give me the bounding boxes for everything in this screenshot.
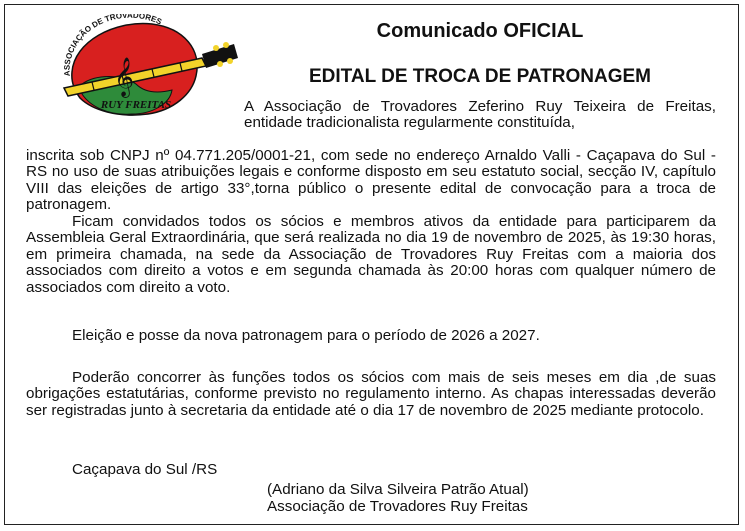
signature-name: (Adriano da Silva Silveira Patrão Atual) — [267, 481, 529, 498]
logo-name-text: RUY FREITAS — [100, 99, 172, 111]
association-logo — [52, 14, 242, 122]
paragraph-3: Eleição e posse da nova patronagem para o período de 2026 a 2027. — [72, 327, 540, 344]
paragraph-4: Poderão concorrer às funções todos os sócios com mais de seis meses em dia ,de suas obrigações estatutárias, conforme previsto no regulamento interno. As chapas interessadas deverão ser registradas junto à secretaria da entidade até o dia 17 de novembro de 2025 mediante protocolo. — [26, 369, 716, 419]
place-line: Caçapava do Sul /RS — [72, 461, 218, 478]
signature-organization: Associação de Trovadores Ruy Freitas — [267, 498, 528, 515]
svg-text:𝄞: 𝄞 — [114, 57, 135, 97]
paragraph-2: Ficam convidados todos os sócios e membros ativos da entidade para participarem da Assembleia Geral Extraordinária, que será realizada no dia 19 de novembro de 2025, às 19:30 horas, em primeira chamada, na sede da Associação de Trovadores Ruy Freitas com a maioria dos associados com direito a votos e em segunda chamada às 20:00 horas com qualquer número de associados com direito a voto. — [26, 213, 716, 296]
header-title: Comunicado OFICIAL — [376, 20, 584, 42]
logo-arc-text: ASSOCIAÇÃO DE TROVADORES — [62, 14, 164, 77]
paragraph-1-start: A Associação de Trovadores Zeferino Ruy Teixeira de Freitas, entidade tradicionalista regularmente constituída, — [244, 98, 716, 132]
paragraph-1-rest: inscrita sob CNPJ nº 04.771.205/0001-21, com sede no endereço Arnaldo Valli - Caçapava do Sul - RS no uso de suas atribuições legais e conforme disposto em seu estatuto social, secção IV, capítulo VIII das eleições de artigo 33°,torna público o presente edital de convocação para a troca de patronagem. — [26, 147, 716, 214]
document-subtitle: EDITAL DE TROCA DE PATRONAGEM — [309, 66, 651, 87]
